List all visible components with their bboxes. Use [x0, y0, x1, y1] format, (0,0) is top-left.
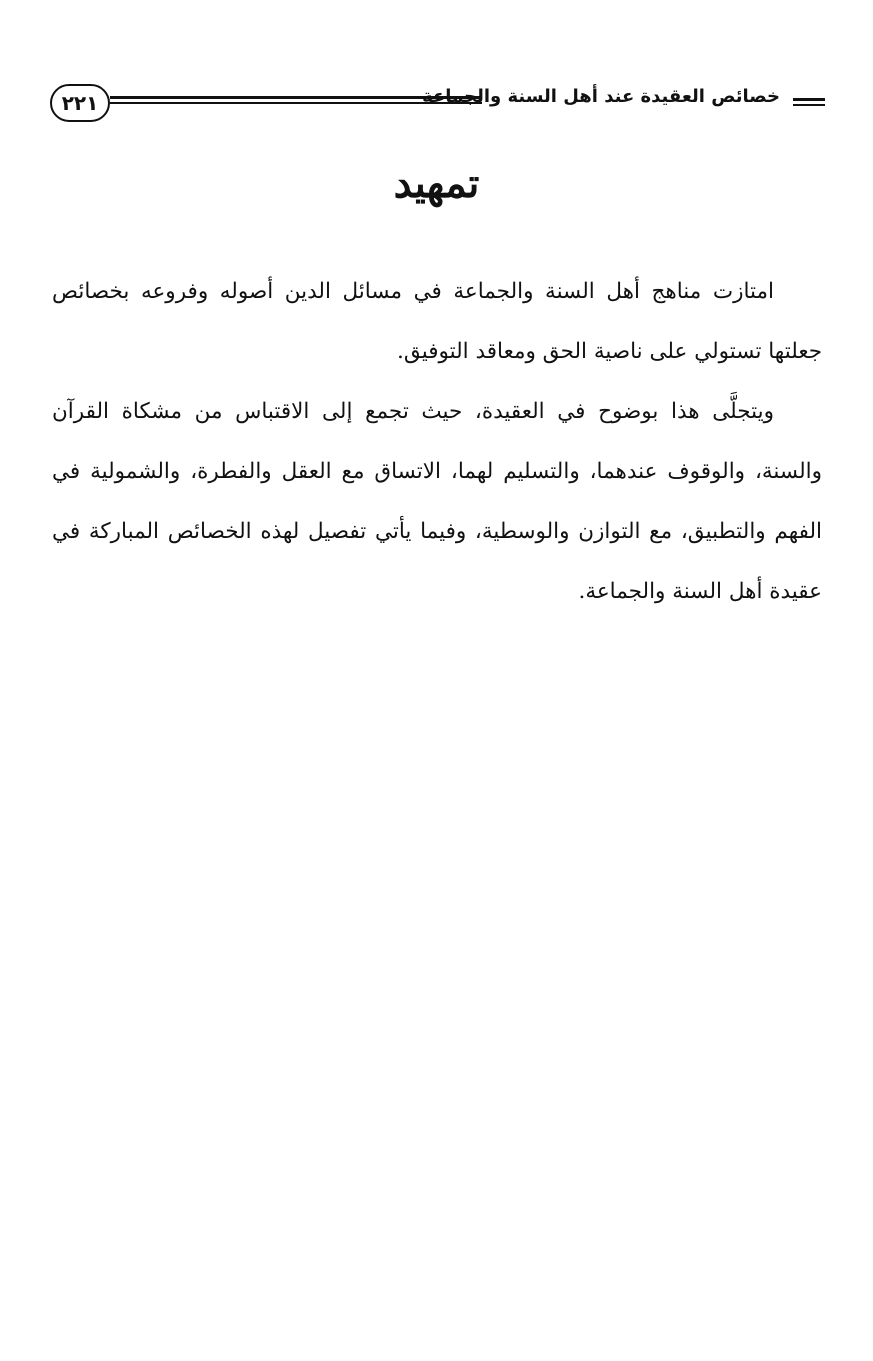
paragraph: ويتجلَّى هذا بوضوح في العقيدة، حيث تجمع إلى الاقتباس من مشكاة القرآن والسنة، والوقوف عندهما، والتسليم لهما، الاتساق مع العقل والفطرة، والشمولية في الفهم والتطبيق، مع التوازن والوسطية، وفيما يأتي تفصيل لهذه الخصائص المباركة في عقيدة أهل السنة والجماعة. — [52, 399, 822, 604]
section-heading: تمهيد — [393, 160, 480, 207]
page-number: ٢٢١ — [50, 84, 110, 122]
running-title: خصائص العقيدة عند أهل السنة والجماعة — [422, 86, 780, 107]
header-rule-right — [793, 98, 825, 106]
paragraph: امتازت مناهج أهل السنة والجماعة في مسائل الدين أصوله وفروعه بخصائص جعلتها تستولي على ناصية الحق ومعاقد التوفيق. — [52, 279, 822, 364]
body-text — [52, 262, 822, 622]
page-header — [50, 82, 825, 128]
